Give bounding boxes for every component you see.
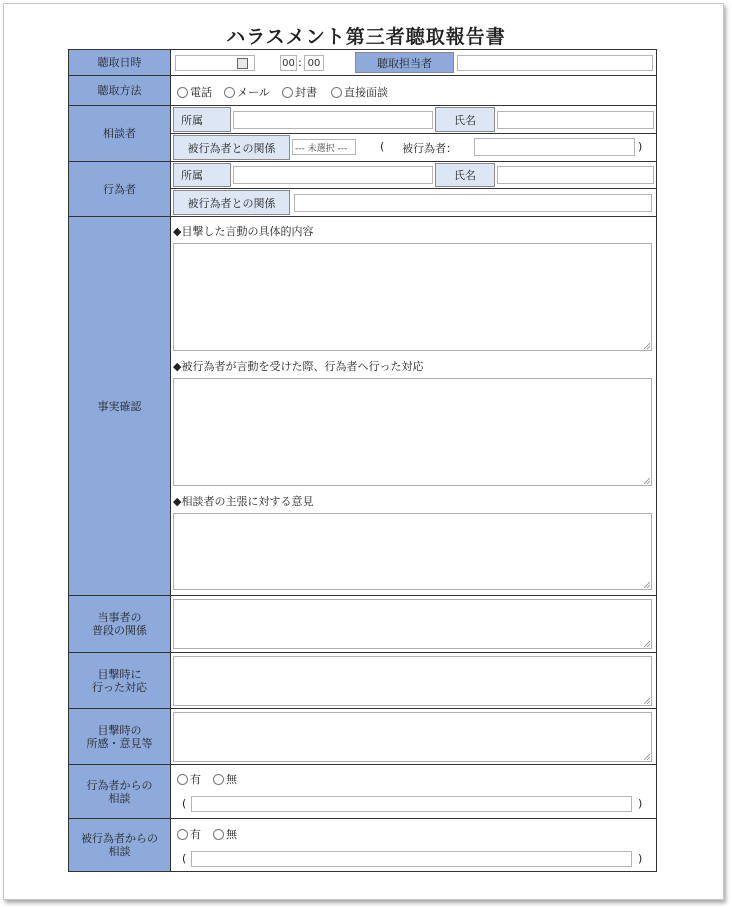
paren-open: ( (182, 852, 187, 865)
response-textarea[interactable] (173, 656, 652, 706)
label-date: 聴取日時 (69, 50, 171, 75)
radio-circle-icon (282, 87, 293, 98)
row-date (69, 50, 656, 76)
label-relation: 被行為者との関係 (173, 190, 290, 215)
opinion-textarea[interactable] (173, 513, 652, 590)
row-actor (69, 162, 656, 217)
radio-circle-icon (177, 829, 188, 840)
actor-affiliation-input[interactable] (233, 166, 433, 184)
calendar-icon[interactable] (237, 58, 248, 69)
hour-input[interactable]: 00 (280, 55, 297, 71)
label-relation: 被行為者との関係 (173, 135, 290, 160)
label-consulter: 相談者 (69, 106, 171, 161)
actor-relation-input[interactable] (294, 194, 652, 212)
divider (171, 188, 656, 189)
label-impression: 目撃時の 所感・意見等 (69, 709, 171, 764)
interviewer-input[interactable] (457, 55, 653, 71)
paren-open: ( (182, 797, 187, 810)
label-method: 聴取方法 (69, 76, 171, 105)
paren-close: ) (638, 140, 643, 153)
label-name: 氏名 (435, 107, 495, 132)
report-form (68, 49, 657, 872)
victim-name-input[interactable] (474, 138, 635, 156)
question-witnessed: ◆目撃した言動の具体的内容 (173, 225, 314, 238)
label-from-victim: 被行為者からの 相談 (69, 819, 171, 871)
row-from-actor (69, 765, 656, 819)
usual-relation-textarea[interactable] (173, 599, 652, 649)
label-facts: 事実確認 (69, 217, 171, 595)
label-affiliation: 所属 (173, 107, 231, 132)
consulter-name-input[interactable] (497, 111, 654, 129)
radio-circle-icon (331, 87, 342, 98)
radio-mail[interactable]: メール (224, 84, 270, 100)
label-name: 氏名 (435, 163, 495, 187)
row-from-victim (69, 819, 656, 871)
time-colon: : (298, 56, 302, 69)
label-actor: 行為者 (69, 162, 171, 216)
radio-circle-icon (177, 87, 188, 98)
radio-letter[interactable]: 封書 (282, 84, 317, 100)
radio-phone[interactable]: 電話 (177, 84, 212, 100)
radio-yes[interactable]: 有 (177, 771, 201, 787)
row-method (69, 76, 656, 106)
row-impression (69, 709, 656, 765)
from-actor-input[interactable] (191, 796, 632, 812)
label-usual-relation: 当事者の 普段の関係 (69, 596, 171, 652)
victim-response-textarea[interactable] (173, 378, 652, 486)
radio-circle-icon (224, 87, 235, 98)
question-victim-response: ◆被行為者が言動を受けた際、行為者へ行った対応 (173, 360, 424, 373)
divider (171, 133, 656, 134)
label-victim: 被行為者： (402, 142, 457, 155)
radio-no[interactable]: 無 (213, 771, 237, 787)
label-response: 目撃時に 行った対応 (69, 653, 171, 708)
document-title: ハラスメント第三者聴取報告書 (226, 26, 506, 48)
row-response (69, 653, 656, 709)
radio-circle-icon (213, 774, 224, 785)
row-usual-relation (69, 596, 656, 653)
label-from-actor: 行為者からの 相談 (69, 765, 171, 818)
radio-no[interactable]: 無 (213, 826, 237, 842)
radio-circle-icon (213, 829, 224, 840)
row-consulter (69, 106, 656, 162)
label-interviewer: 聴取担当者 (355, 52, 454, 73)
impression-textarea[interactable] (173, 712, 652, 762)
radio-in-person[interactable]: 直接面談 (331, 84, 388, 100)
paren-open: ( (380, 140, 385, 153)
actor-name-input[interactable] (497, 166, 654, 184)
relation-select[interactable]: --- 未選択 --- (292, 139, 356, 155)
question-opinion: ◆相談者の主張に対する意見 (173, 495, 314, 508)
paren-close: ) (638, 852, 643, 865)
from-victim-input[interactable] (191, 851, 632, 867)
radio-circle-icon (177, 774, 188, 785)
consulter-affiliation-input[interactable] (233, 111, 433, 129)
witnessed-textarea[interactable] (173, 243, 652, 351)
label-affiliation: 所属 (173, 163, 231, 187)
paren-close: ) (638, 797, 643, 810)
minute-input[interactable]: 00 (304, 55, 324, 71)
row-facts (69, 217, 656, 596)
radio-yes[interactable]: 有 (177, 826, 201, 842)
